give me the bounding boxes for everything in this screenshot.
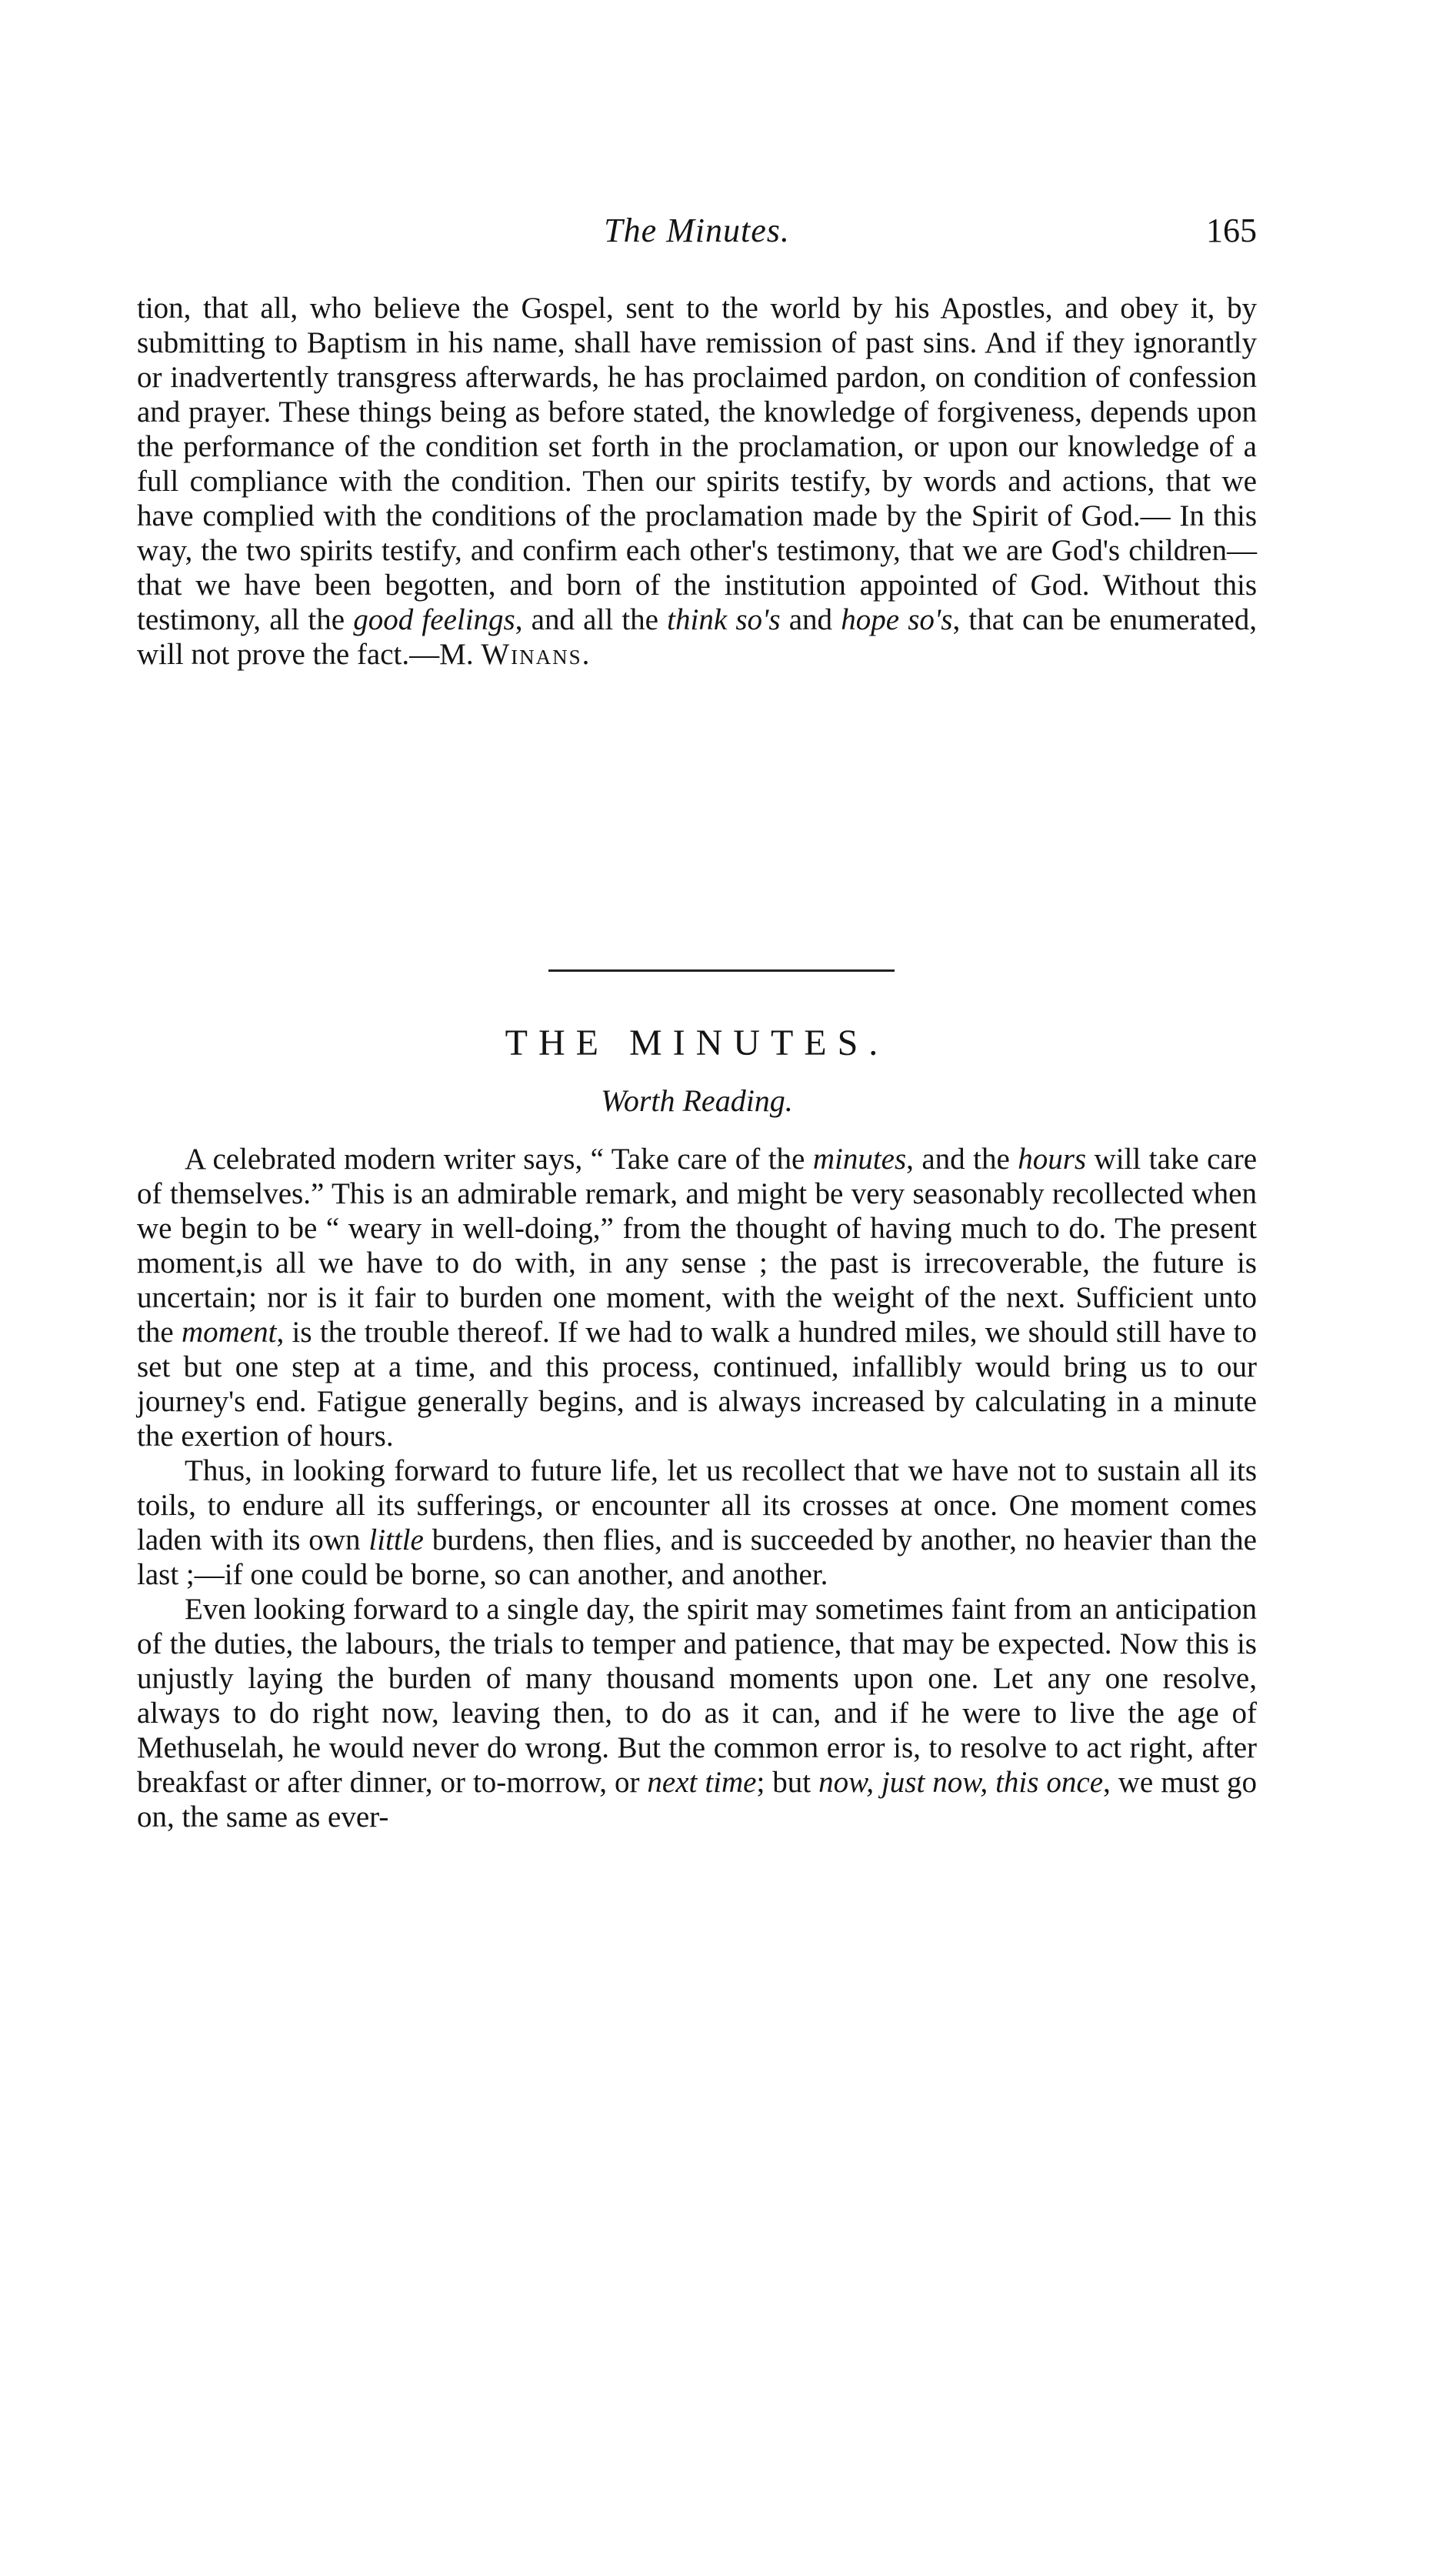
text-run: , that can be enumerated, will not prove the fact.—M.: [137, 603, 1257, 671]
text-run: , we must go on, the same as ever-: [137, 1766, 1258, 1834]
italic-run: little: [368, 1523, 424, 1557]
article-paragraph: [137, 1453, 1257, 1592]
text-run: tion, that all, who believe the Gospel, sent to the world by his Apostles, and obey it, by submitting to Baptism in his name, shall have remission of past sins. And if they ignorantly or inadvertently transgress afterwards, he has proclaimed pardon, on condition of confession and prayer. These things being as before stated, the knowledge of forgiveness, depends upon the performance of the condition set forth in the proclamation, or upon our knowledge of a full compliance with the condition. Then our spirits testify, by words and actions, that we have complied with the conditions of the proclamation made by the Spirit of God.— In this way, the two spirits testify, and confirm each other's testimony, that we are God's children—that we have been begotten, and born of the institution appointed of God. Without this testimony, all the: [137, 292, 1257, 636]
section-title: THE MINUTES.: [505, 1023, 889, 1063]
text-run: A celebrated modern writer says, “ Take care of the: [185, 1143, 813, 1176]
text-run: , and the: [906, 1143, 1018, 1176]
italic-run: good feelings: [353, 603, 515, 636]
running-title: The Minutes.: [604, 212, 790, 249]
italic-run: minutes: [812, 1143, 907, 1176]
minutes-article: [137, 1142, 1257, 1834]
text-run: and: [780, 603, 841, 636]
italic-run: moment: [181, 1316, 277, 1349]
article-paragraph: [137, 291, 1257, 672]
continued-article: [137, 291, 1257, 672]
italic-run: now, just now, this once: [818, 1766, 1104, 1799]
page-number: 165: [1206, 212, 1257, 249]
author-signature: Winans.: [481, 638, 592, 671]
text-run: ; but: [756, 1766, 819, 1799]
text-run: Even looking forward to a single day, the spirit may sometimes faint from an anticipation of the duties, the labours, the trials to temper and patience, that may be expected. Now this is unjustly laying the burden of many thousand moments upon one. Let any one resolve, always to do right now, leaving then, to do as it can, and if he were to live the age of Methuselah, he would never do wrong. But the common error is, to resolve to act right, after breakfast or after dinner, or to-morrow, or: [137, 1593, 1257, 1799]
italic-run: next time: [647, 1766, 757, 1799]
text-run: burdens, then flies, and is succeeded by another, no heavier than the last ;—if one could be borne, so can another, and another.: [137, 1523, 1257, 1591]
text-run: will take care of themselves.” This is an admirable remark, and might be very seasonably recollected when we begin to be “ weary in well-doing,” from the thought of having much to do. The present moment,is all we have to do with, in any sense ; the past is irrecoverable, the future is uncertain; nor is it fair to burden one moment, with the weight of the next. Sufficient unto the: [137, 1143, 1258, 1349]
text-run: , and all the: [515, 603, 668, 636]
article-paragraph: [137, 1592, 1257, 1834]
italic-run: hours: [1018, 1143, 1087, 1176]
section-divider-rule: [548, 969, 895, 972]
section-subtitle: Worth Reading.: [601, 1083, 793, 1118]
italic-run: think so's: [667, 603, 781, 636]
article-paragraph: [137, 1142, 1257, 1453]
italic-run: hope so's: [841, 603, 953, 636]
text-run: , is the trouble thereof. If we had to walk a hundred miles, we should still have to set but one step at a time, and this process, continued, infallibly would bring us to our journey's end. Fatigue generally begins, and is always increased by calculating in a minute the exertion of hours.: [137, 1316, 1257, 1453]
running-head: [137, 208, 1257, 254]
text-run: Thus, in looking forward to future life, let us recollect that we have not to sustain all its toils, to endure all its sufferings, or encounter all its crosses at once. One moment comes laden with its own: [137, 1454, 1257, 1557]
